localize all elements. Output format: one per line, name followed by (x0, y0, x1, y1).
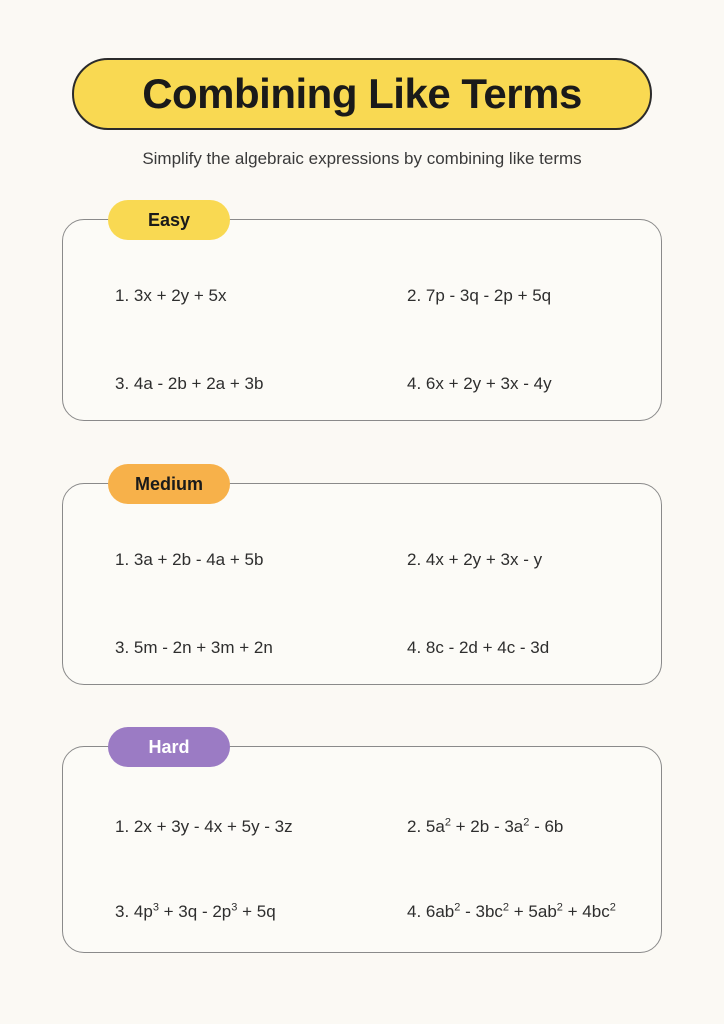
problem-item: 2. 4x + 2y + 3x - y (407, 549, 543, 569)
difficulty-badge-label: Medium (134, 473, 203, 494)
section-hard-card (62, 746, 662, 953)
problem-item: 3. 4a - 2b + 2a + 3b (115, 373, 264, 393)
problem-item: 2. $5a^2 + 2b - 3a^2 - 6b$ (407, 815, 564, 836)
problem-item: 1. 2x + 3y - 4x + 5y - 3z (115, 816, 293, 836)
section-easy-problem-list (63, 220, 663, 420)
difficulty-badge-hard (108, 727, 230, 767)
problem-item: 2. 7p - 3q - 2p + 5q (407, 285, 552, 305)
section-easy-card (62, 219, 662, 421)
worksheet-subtitle: Simplify the algebraic expressions by combining like terms (142, 149, 582, 168)
section-medium-problem-list (63, 484, 663, 684)
difficulty-badge-label: Easy (147, 209, 191, 230)
section-medium-card (62, 483, 662, 685)
problem-item: 4. $6ab^2 - 3bc^2 + 5ab^2 + 4bc^2$ (407, 900, 616, 921)
section-hard-problem-list (63, 747, 663, 952)
difficulty-badge-easy (108, 200, 230, 240)
problem-item: 4. 8c - 2d + 4c - 3d (407, 637, 550, 657)
problem-item: 1. 3a + 2b - 4a + 5b (115, 549, 264, 569)
problem-item: 1. 3x + 2y + 5x (115, 285, 227, 305)
problem-item: 4. 6x + 2y + 3x - 4y (407, 373, 552, 393)
worksheet-title-banner (72, 58, 652, 130)
page-title: Combining Like Terms (142, 70, 582, 117)
problem-item: 3. $4p^3 + 3q - 2p^3 + 5q$ (115, 900, 276, 921)
problem-item: 3. 5m - 2n + 3m + 2n (115, 637, 273, 657)
difficulty-badge-medium (108, 464, 230, 504)
difficulty-badge-label: Hard (148, 736, 190, 757)
